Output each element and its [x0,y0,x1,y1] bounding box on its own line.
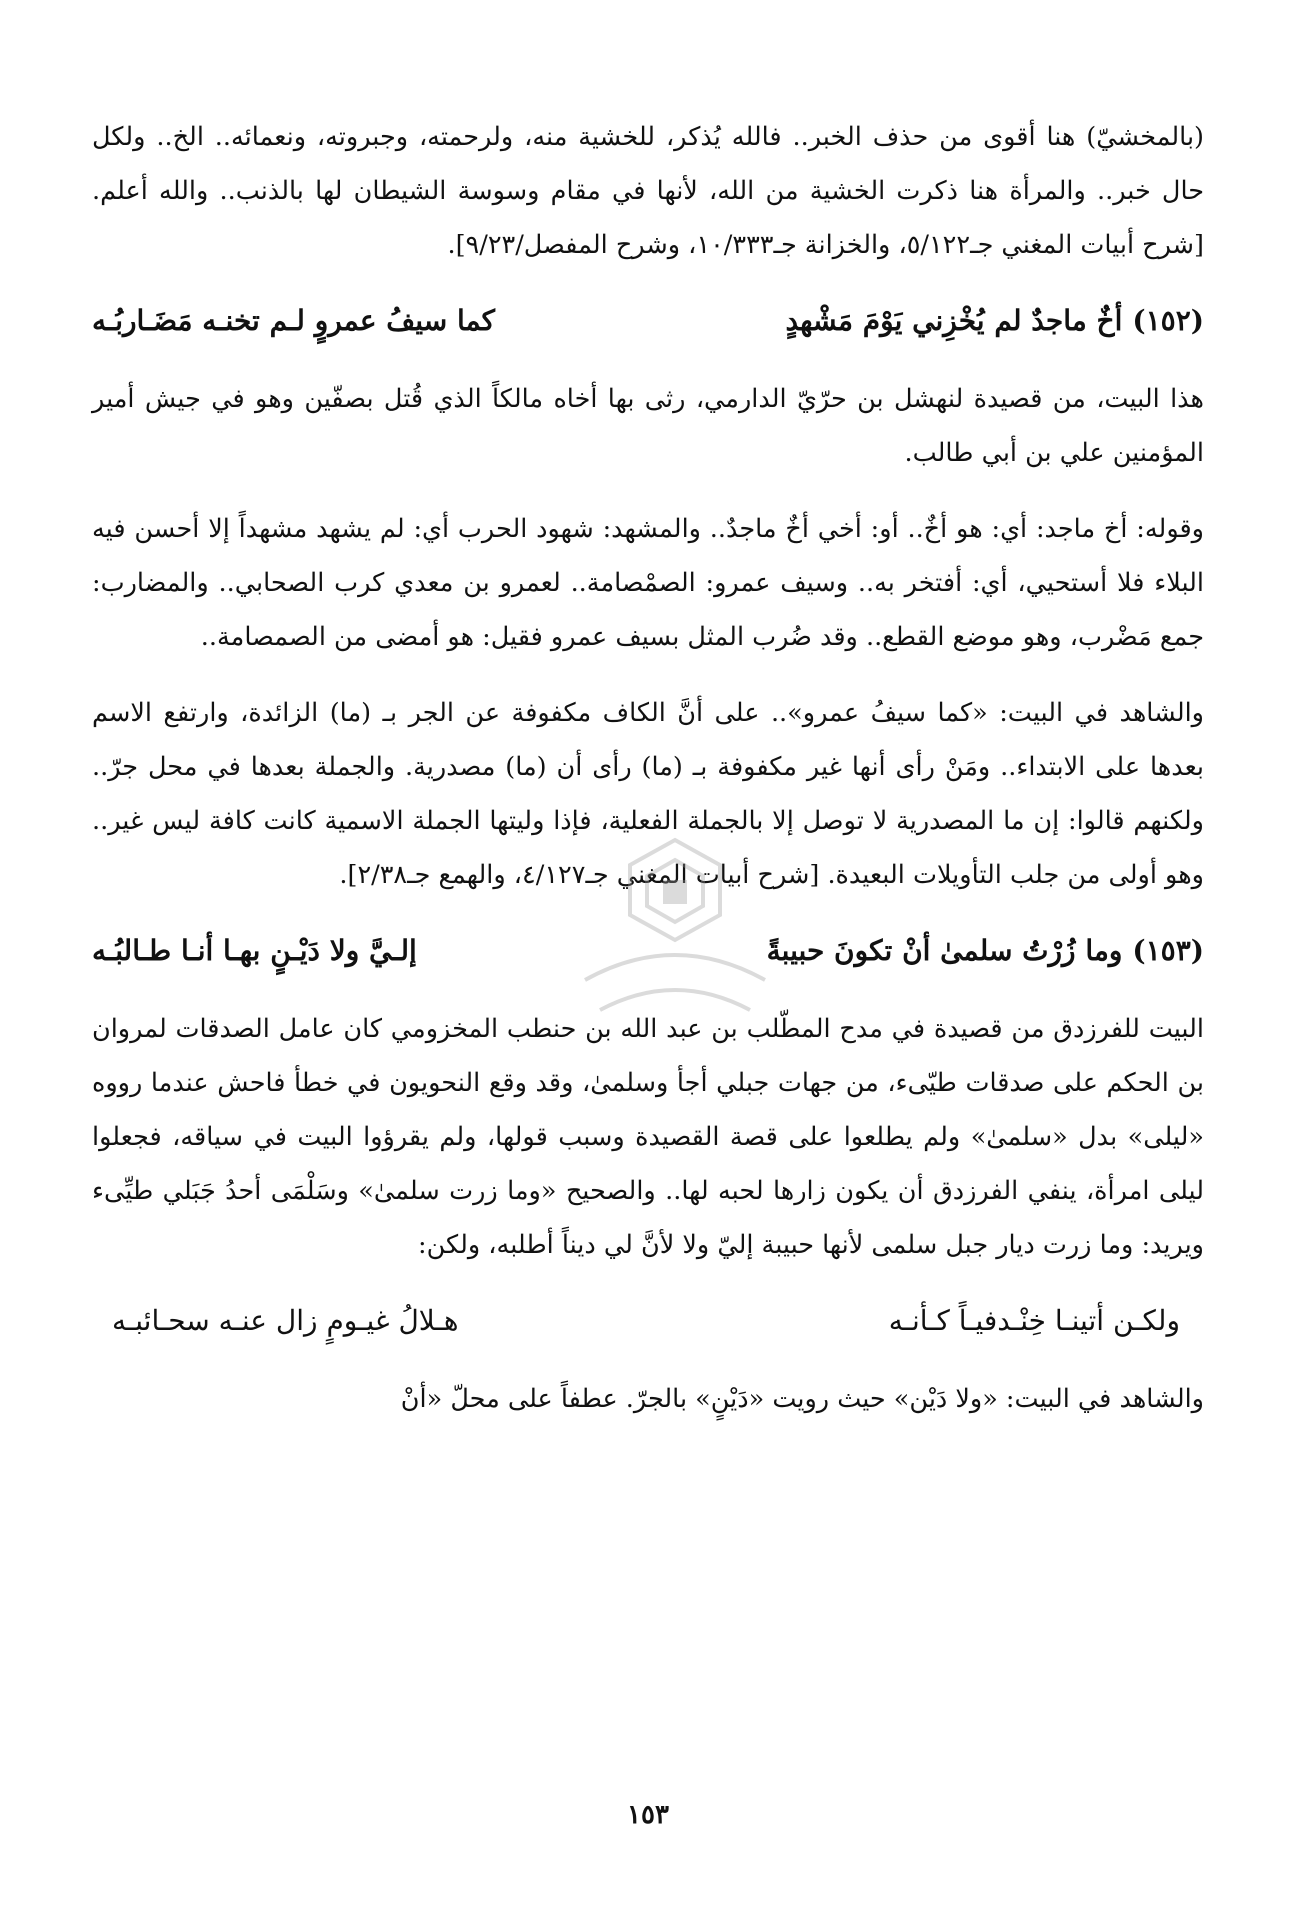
verse-first-hemistich: (١٥٢)أخٌ ماجدٌ لم يُخْزِني يَوْمَ مَشْهدٍ [785,304,1204,337]
page-number: ١٥٣ [627,1800,669,1830]
paragraph-final-evidence: والشاهد في البيت: «ولا دَيْن» حيث رويت «دَيْنٍ» بالجرّ. عطفاً على محلّ «أنْ [400,1384,1204,1414]
verse-second-hemistich: هـلالُ غيـومٍ زال عنـه سحـائبـه [112,1304,459,1337]
paragraph-verse-context: البيت للفرزدق من قصيدة في مدح المطّلب بن عبد الله بن حنطب المخزومي كان عامل الصدقات لمروان بن الحكم على صدقات طيّىء، من جهات جبلي أجأ وسلمىٰ، وقد وقع النحويون في خطأ فاحش عندما رووه «ليلى» بدل «سلمىٰ» ولم يطلعوا على قصة القصيدة وسبب قولها، ولم يقرؤوا البيت في سياقه، فجعلوا ليلى امرأة، ينفي الفرزدق أن يكون زارها لحبه لها.. والصحيح «وما زرت سلمىٰ» وسَلْمَى أحدُ جَبَلي طيِّىء ويريد: وما زرت ديار جبل سلمى لأنها حبيبة إليّ ولا لأنَّ لي ديناً أطلبه، ولكن: [92,1014,1204,1260]
verse-second-hemistich: كما سيفُ عمروٍ لـم تخنـه مَضَـاربُـه [92,304,495,337]
verse-152 [92,294,1204,348]
verse-number: (١٥٢) [1132,304,1204,337]
verse-second-hemistich: إلـيَّ ولا دَيْـنٍ بهـا أنـا طـالبُـه [92,934,417,967]
verse-first-hemistich: ولكـن أتينـا خِنْـدفيـاً كـأنـه [888,1304,1180,1337]
paragraph-grammar-evidence: والشاهد في البيت: «كما سيفُ عمرو».. على أنَّ الكاف مكفوفة عن الجر بـ (ما) الزائدة، وارتفع الاسم بعدها على الابتداء.. ومَنْ رأى أنها غير مكفوفة بـ (ما) رأى أن (ما) مصدرية. والجملة بعدها في محل جرّ.. ولكنهم قالوا: إن ما المصدرية لا توصل إلا بالجملة الفعلية، فإذا وليتها الجملة الاسمية كانت كافة ليس غير.. وهو أولى من جلب التأويلات البعيدة. [شرح أبيات المغني جـ٤/١٢٧، والهمع جـ٢/٣٨]. [92,698,1204,890]
verse-number: (١٥٣) [1132,934,1204,967]
paragraph-verse-source: هذا البيت، من قصيدة لنهشل بن حرّيّ الدارمي، رثى بها أخاه مالكاً الذي قُتل بصفّين وهو في جيش أمير المؤمنين علي بن أبي طالب. [92,384,1204,468]
verse-first-hemistich: (١٥٣)وما زُرْتُ سلمىٰ أنْ تكونَ حبيبةً [766,934,1204,967]
paragraph-commentary-151: (بالمخشيّ) هنا أقوى من حذف الخبر.. فالله يُذكر، للخشية منه، ولرحمته، وجبروته، ونعمائه.. الخ.. ولكل حال خبر.. والمرأة هنا ذكرت الخشية من الله، لأنها في مقام وسوسة الشيطان لها بالذنب.. والله أعلم. [شرح أبيات المغني جـ٥/١٢٢، والخزانة جـ١٠/٣٣٣، وشرح المفصل/٩/٢٣]. [92,122,1204,260]
verse-quoted [92,1294,1204,1348]
paragraph-verse-explanation: وقوله: أخ ماجد: أي: هو أخٌ.. أو: أخي أخٌ ماجدٌ.. والمشهد: شهود الحرب أي: لم يشهد مشهداً إلا أحسن فيه البلاء فلا أستحيي، أي: أفتخر به.. وسيف عمرو: الصمْصامة.. لعمرو بن معدي كرب الصحابي.. والمضارب: جمع مَضْرب، وهو موضع القطع.. وقد ضُرب المثل بسيف عمرو فقيل: هو أمضى من الصمصامة.. [92,514,1204,652]
verse-153 [92,924,1204,978]
